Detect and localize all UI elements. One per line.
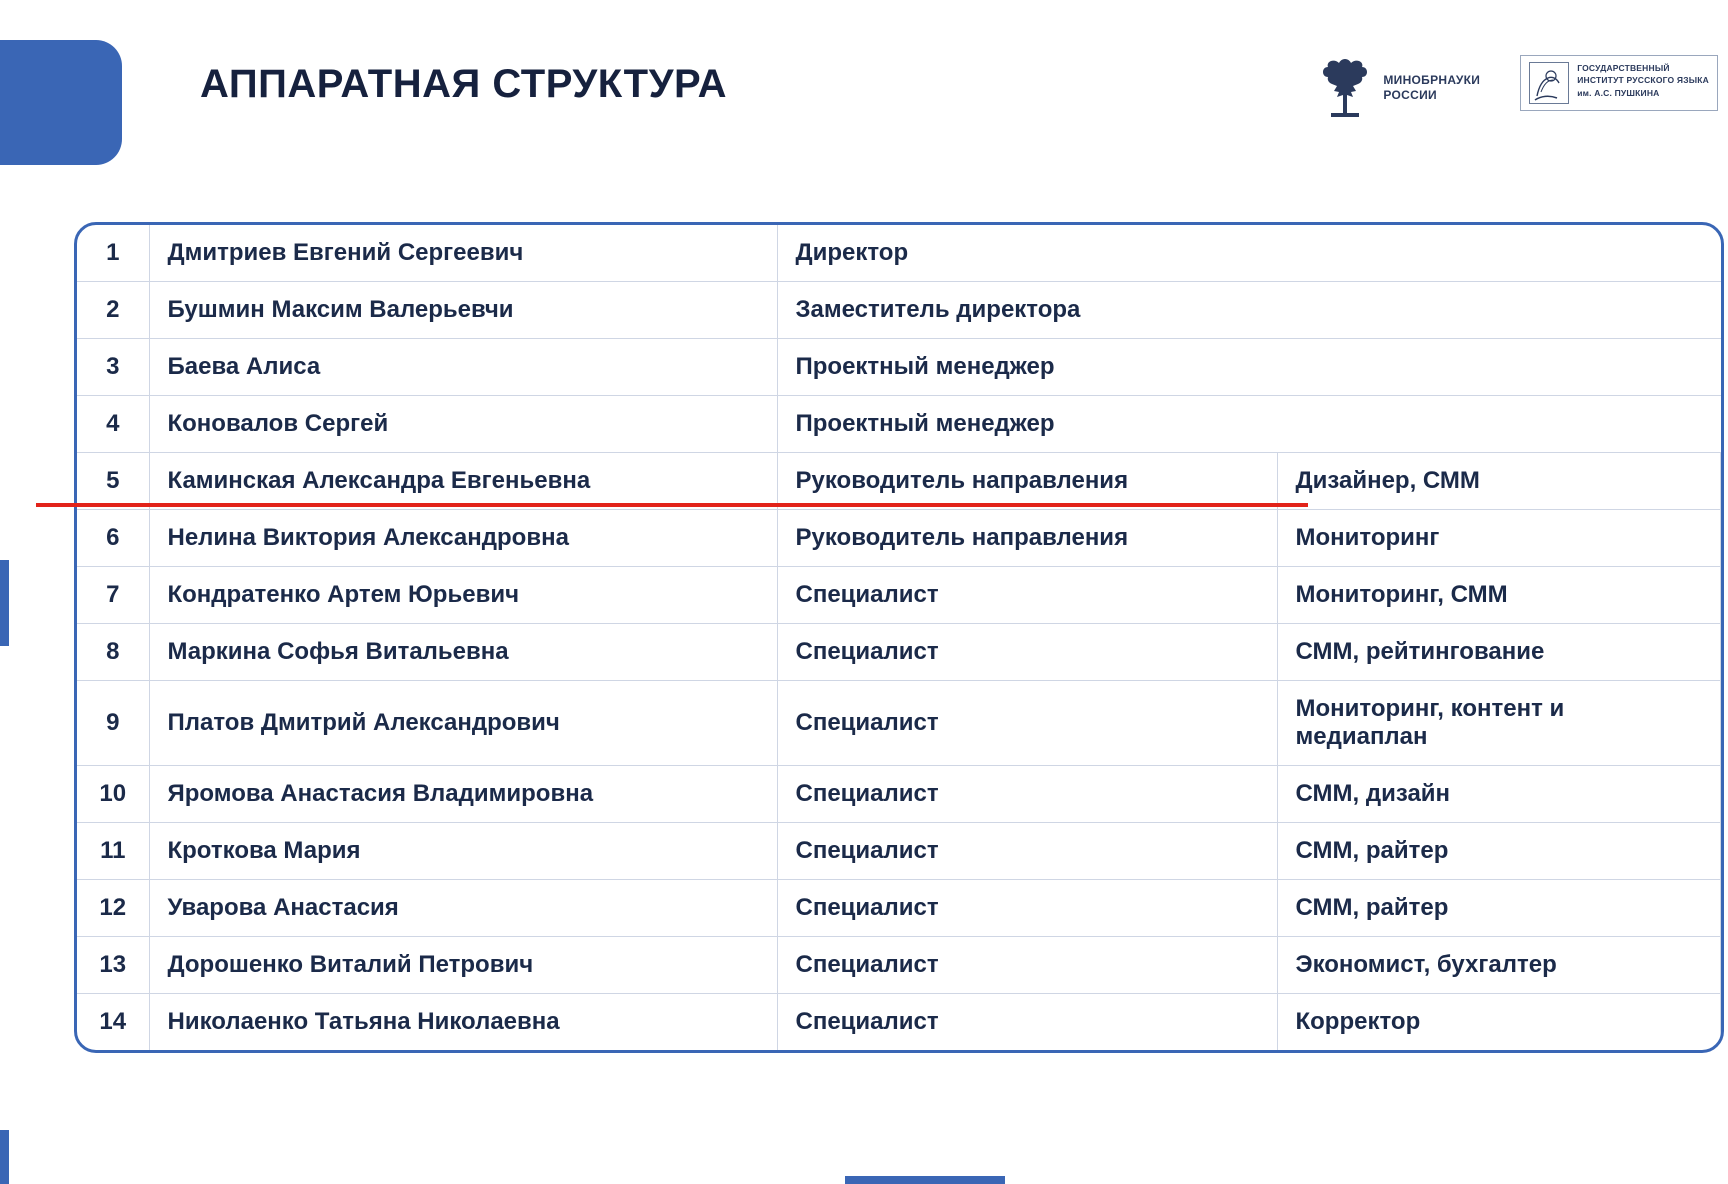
decorative-bottom-bar	[845, 1176, 1005, 1184]
row-specialization: Экономист, бухгалтер	[1277, 937, 1721, 994]
row-position: Руководитель направления	[777, 453, 1277, 510]
row-specialization: Мониторинг	[1277, 510, 1721, 567]
ministry-logo	[1317, 55, 1480, 121]
table-row	[77, 994, 1721, 1051]
row-number: 2	[77, 282, 149, 339]
row-employee-name: Нелина Виктория Александровна	[149, 510, 777, 567]
staff-table	[77, 225, 1721, 1050]
row-number: 1	[77, 225, 149, 282]
logo-group	[1317, 55, 1718, 121]
row-specialization: СММ, райтер	[1277, 823, 1721, 880]
table-row	[77, 453, 1721, 510]
row-number: 7	[77, 567, 149, 624]
row-employee-name: Уварова Анастасия	[149, 880, 777, 937]
staff-table-panel	[74, 222, 1724, 1053]
institute-logo-line3: им. А.С. ПУШКИНА	[1577, 87, 1660, 98]
table-row	[77, 823, 1721, 880]
row-number: 4	[77, 396, 149, 453]
institute-logo	[1520, 55, 1718, 111]
institute-logo-line2: ИНСТИТУТ РУССКОГО ЯЗЫКА	[1577, 75, 1709, 86]
row-employee-name: Николаенко Татьяна Николаевна	[149, 994, 777, 1051]
institute-logo-text	[1577, 62, 1709, 99]
decorative-corner-block	[0, 40, 122, 165]
row-employee-name: Кроткова Мария	[149, 823, 777, 880]
row-specialization: СММ, райтер	[1277, 880, 1721, 937]
pushkin-portrait-icon	[1529, 62, 1569, 104]
row-specialization: Дизайнер, СММ	[1277, 453, 1721, 510]
table-row	[77, 339, 1721, 396]
row-position: Специалист	[777, 937, 1277, 994]
table-row	[77, 937, 1721, 994]
table-row	[77, 681, 1721, 766]
row-employee-name: Дмитриев Евгений Сергеевич	[149, 225, 777, 282]
row-employee-name: Платов Дмитрий Александрович	[149, 681, 777, 766]
table-row	[77, 225, 1721, 282]
row-position: Директор	[777, 225, 1277, 282]
row-number: 8	[77, 624, 149, 681]
row-number: 3	[77, 339, 149, 396]
row-employee-name: Яромова Анастасия Владимировна	[149, 766, 777, 823]
row-position: Специалист	[777, 567, 1277, 624]
row-position: Специалист	[777, 624, 1277, 681]
row-position: Проектный менеджер	[777, 339, 1277, 396]
row-position: Проектный менеджер	[777, 396, 1277, 453]
row-number: 5	[77, 453, 149, 510]
ministry-logo-text	[1383, 73, 1480, 103]
table-row	[77, 510, 1721, 567]
page-title: АППАРАТНАЯ СТРУКТУРА	[200, 62, 728, 106]
table-row	[77, 567, 1721, 624]
row-employee-name: Коновалов Сергей	[149, 396, 777, 453]
row-number: 13	[77, 937, 149, 994]
table-row	[77, 766, 1721, 823]
row-position: Специалист	[777, 823, 1277, 880]
row-specialization: СММ, рейтингование	[1277, 624, 1721, 681]
row-employee-name: Кондратенко Артем Юрьевич	[149, 567, 777, 624]
ministry-logo-line1: МИНОБРНАУКИ	[1383, 73, 1481, 87]
institute-logo-line1: ГОСУДАРСТВЕННЫЙ	[1577, 63, 1670, 73]
row-number: 10	[77, 766, 149, 823]
row-specialization	[1277, 339, 1721, 396]
ministry-logo-line2: РОССИИ	[1383, 88, 1437, 102]
row-specialization: Мониторинг, СММ	[1277, 567, 1721, 624]
row-number: 11	[77, 823, 149, 880]
row-position: Заместитель директора	[777, 282, 1277, 339]
row-employee-name: Дорошенко Виталий Петрович	[149, 937, 777, 994]
row-specialization	[1277, 396, 1721, 453]
row-position: Специалист	[777, 681, 1277, 766]
row-number: 12	[77, 880, 149, 937]
row-employee-name: Бушмин Максим Валерьевчи	[149, 282, 777, 339]
row-specialization	[1277, 225, 1721, 282]
decorative-left-bar-bottom	[0, 1130, 9, 1184]
red-highlight-marker	[36, 503, 1308, 507]
row-number: 6	[77, 510, 149, 567]
double-headed-eagle-icon	[1317, 55, 1373, 121]
row-position: Руководитель направления	[777, 510, 1277, 567]
decorative-left-bar-top	[0, 560, 9, 646]
table-row	[77, 282, 1721, 339]
row-employee-name: Каминская Александра Евгеньевна	[149, 453, 777, 510]
table-row	[77, 396, 1721, 453]
table-row	[77, 880, 1721, 937]
row-position: Специалист	[777, 766, 1277, 823]
row-employee-name: Баева Алиса	[149, 339, 777, 396]
row-specialization	[1277, 282, 1721, 339]
row-position: Специалист	[777, 880, 1277, 937]
row-position: Специалист	[777, 994, 1277, 1051]
row-specialization: Мониторинг, контент и медиаплан	[1277, 681, 1721, 766]
row-specialization: Корректор	[1277, 994, 1721, 1051]
row-specialization: СММ, дизайн	[1277, 766, 1721, 823]
row-number: 14	[77, 994, 149, 1051]
row-number: 9	[77, 681, 149, 766]
table-row	[77, 624, 1721, 681]
row-employee-name: Маркина Софья Витальевна	[149, 624, 777, 681]
